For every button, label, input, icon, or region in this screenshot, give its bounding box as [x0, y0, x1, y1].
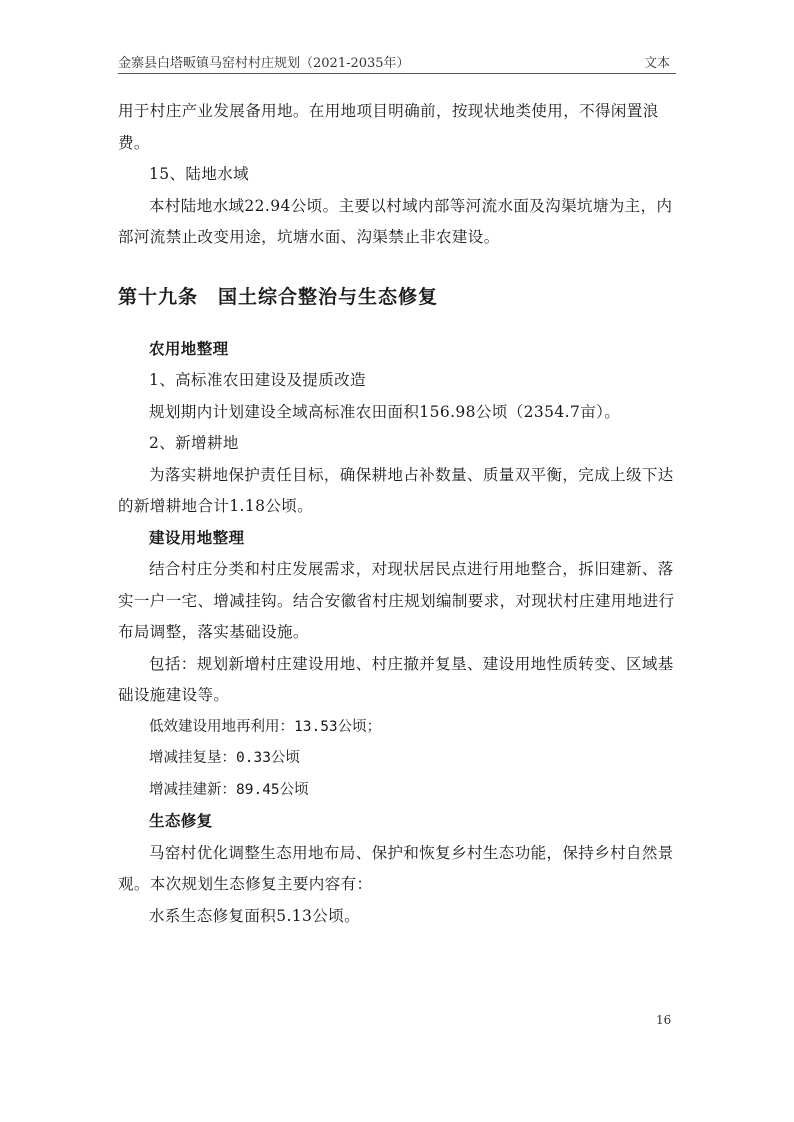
- construction-line-reuse: 低效建设用地再利用：13.53公顷；: [149, 718, 382, 735]
- farmland-item1-body: 规划期内计划建设全域高标准农田面积156.98公顷（2354.7亩）。: [149, 402, 621, 421]
- item-15-body: 本村陆地水域22.94公顷。主要以村域内部等河流水面及沟渠坑塘为主，内部河流禁止改变用途，坑塘水面、沟渠禁止非农建设。: [118, 196, 673, 246]
- ecology-body-1: 马窑村优化调整生态用地布局、保护和恢复乡村生态功能，保持乡村自然景观。本次规划生态修复主要内容有：: [118, 843, 674, 893]
- page-body: [118, 96, 678, 932]
- farmland-heading: 农用地整理: [149, 339, 229, 358]
- document-type: 文本: [643, 56, 670, 71]
- item-15-title: 15、陆地水域: [149, 165, 250, 183]
- construction-heading: 建设用地整理: [149, 528, 245, 547]
- ecology-body-2: 水系生态修复面积5.13公顷。: [149, 906, 361, 925]
- construction-line-new: 增减挂建新：89.45公顷: [149, 781, 309, 798]
- document-title: 金寨县白塔畈镇马窑村村庄规划（2021-2035年）: [118, 56, 410, 71]
- section-heading: 第十九条 国土综合整治与生态修复: [118, 285, 439, 308]
- construction-body-2: 包括：规划新增村庄建设用地、村庄撤并复垦、建设用地性质转变、区域基础设施建设等。: [118, 654, 674, 704]
- paragraph-industry-reserve: 用于村庄产业发展备用地。在用地项目明确前，按现状地类使用，不得闲置浪费。: [118, 102, 659, 152]
- construction-line-reclaim: 增减挂复垦：0.33公顷: [149, 750, 300, 766]
- ecology-heading: 生态修复: [149, 812, 213, 830]
- farmland-item2-body: 为落实耕地保护责任目标，确保耕地占补数量、质量双平衡，完成上级下达的新增耕地合计1.18公顷。: [118, 465, 674, 515]
- page-header: [118, 52, 676, 74]
- page-number: 16: [656, 1013, 672, 1027]
- farmland-item1-title: 1、高标准农田建设及提质改造: [149, 371, 366, 389]
- header-divider: [118, 73, 676, 74]
- farmland-item2-title: 2、新增耕地: [149, 434, 239, 452]
- construction-body-1: 结合村庄分类和村庄发展需求，对现状居民点进行用地整合，拆旧建新、落实一户一宅、增减挂钩。结合安徽省村庄规划编制要求，对现状村庄建用地进行布局调整，落实基础设施。: [118, 560, 675, 641]
